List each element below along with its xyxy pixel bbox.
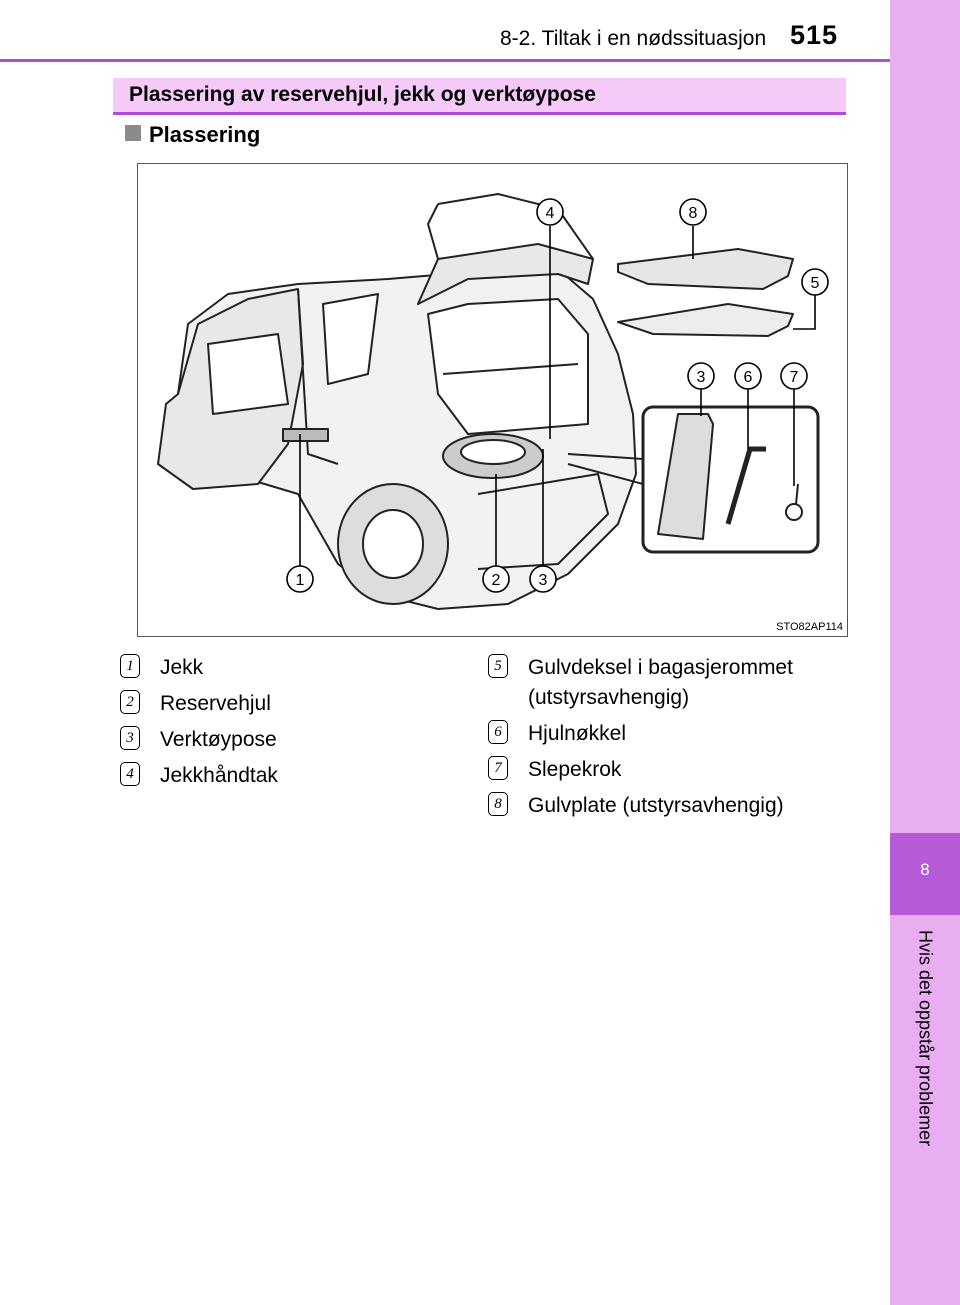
legend-text: Jekkhåndtak bbox=[160, 764, 278, 787]
figure-code: STO82AP114 bbox=[776, 621, 843, 633]
chapter-title: Hvis det oppstår problemer bbox=[915, 930, 936, 1147]
callout-3-box: 3 bbox=[696, 369, 706, 386]
callout-3: 3 bbox=[538, 572, 548, 589]
legend-text: Reservehjul bbox=[160, 692, 271, 715]
number-badge: 4 bbox=[120, 762, 140, 786]
callout-5: 5 bbox=[810, 275, 820, 292]
number-badge: 5 bbox=[488, 654, 508, 678]
number-badge: 3 bbox=[120, 726, 140, 750]
square-bullet-icon bbox=[125, 125, 141, 141]
number-badge: 2 bbox=[120, 690, 140, 714]
number-badge: 6 bbox=[488, 720, 508, 744]
banner-title: Plassering av reservehjul, jekk og verktøypose bbox=[129, 83, 596, 106]
location-illustration bbox=[137, 163, 848, 637]
legend-text: Gulvdeksel i bagasjerommet bbox=[528, 656, 793, 679]
section-reference: 8-2. Tiltak i en nødssituasjon bbox=[500, 27, 767, 50]
callout-8: 8 bbox=[688, 205, 698, 222]
number-badge: 1 bbox=[120, 654, 140, 678]
jack bbox=[283, 429, 328, 441]
legend-text: Verktøypose bbox=[160, 728, 277, 751]
callout-1: 1 bbox=[295, 572, 305, 589]
header-rule bbox=[0, 59, 890, 62]
chapter-number: 8 bbox=[920, 860, 930, 879]
legend-text: Jekk bbox=[160, 656, 204, 679]
subheading bbox=[125, 122, 260, 148]
car-illustration bbox=[138, 164, 847, 636]
section-banner bbox=[113, 78, 846, 115]
callout-2: 2 bbox=[491, 572, 501, 589]
subheading-text: Plassering bbox=[149, 122, 261, 147]
legend-text: Hjulnøkkel bbox=[528, 722, 627, 745]
floor-panel bbox=[618, 249, 793, 289]
legend-text-continued: (utstyrsavhengig) bbox=[528, 686, 690, 709]
number-badge: 7 bbox=[488, 756, 508, 780]
legend-text: Gulvplate (utstyrsavhengig) bbox=[528, 794, 784, 817]
callout-7: 7 bbox=[789, 369, 799, 386]
page-number: 515 bbox=[790, 20, 839, 50]
legend-text: Slepekrok bbox=[528, 758, 622, 781]
number-badge: 8 bbox=[488, 792, 508, 816]
cargo-floor-cover bbox=[618, 304, 793, 336]
callout-4: 4 bbox=[545, 205, 555, 222]
callout-6: 6 bbox=[743, 369, 753, 386]
